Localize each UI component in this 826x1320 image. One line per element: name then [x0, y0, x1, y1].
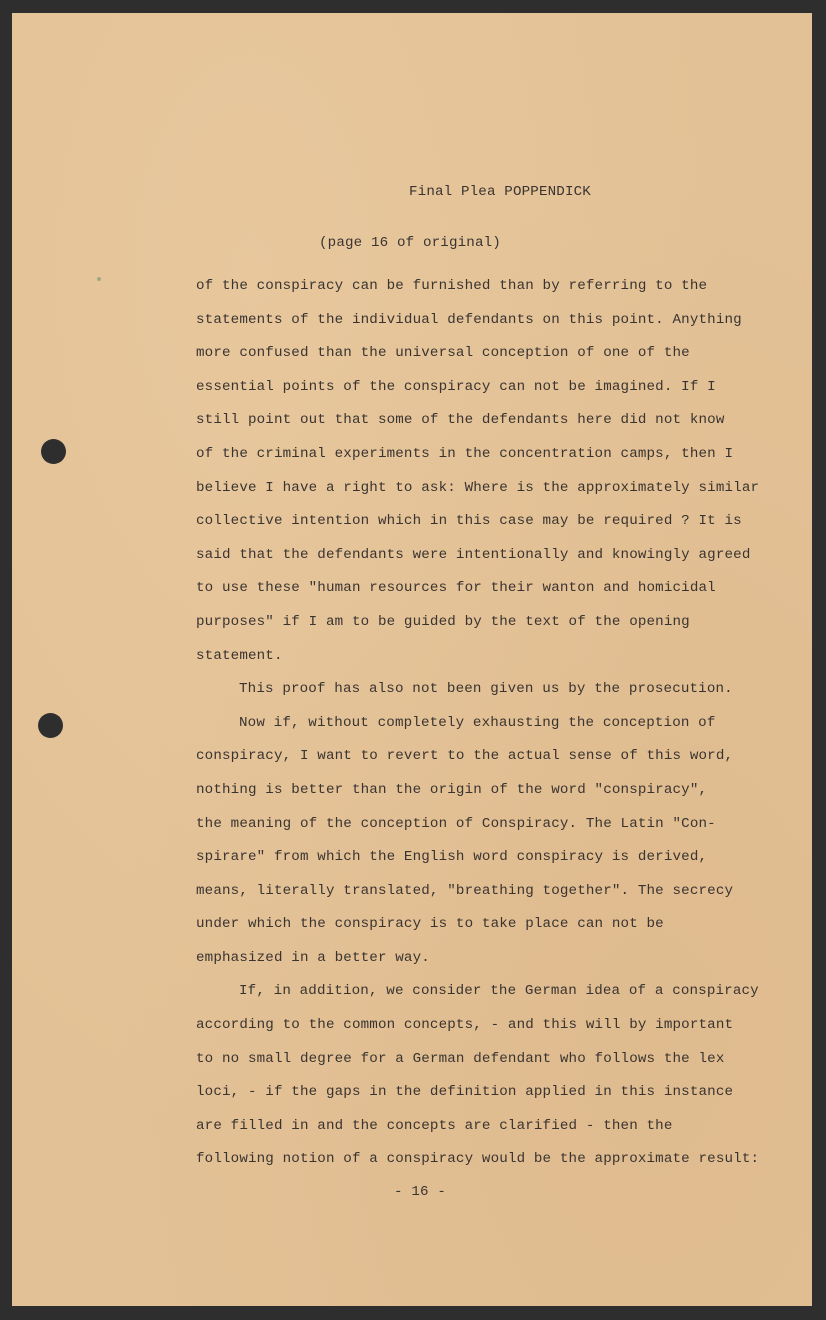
text-line: loci, - if the gaps in the definition applied in this instance [196, 1084, 734, 1101]
text-line: the meaning of the conception of Conspiracy. The Latin "Con- [196, 815, 716, 832]
document-title: Final Plea POPPENDICK [409, 184, 591, 200]
paragraph-start-line: Now if, without completely exhausting the conception of [239, 714, 716, 731]
original-page-reference: (page 16 of original) [319, 235, 501, 251]
text-line: means, literally translated, "breathing together". The secrecy [196, 882, 734, 899]
text-line: nothing is better than the origin of the word "conspiracy", [196, 781, 708, 798]
text-line: more confused than the universal conception of one of the [196, 345, 690, 362]
punch-hole-top [41, 439, 66, 464]
paper-speck [97, 277, 101, 281]
text-line: purposes" if I am to be guided by the text of the opening [196, 613, 690, 630]
text-line: are filled in and the concepts are clarified - then the [196, 1117, 673, 1134]
page-number: - 16 - [394, 1184, 446, 1200]
paragraph-start-line: This proof has also not been given us by the prosecution. [239, 681, 733, 698]
text-line: still point out that some of the defendants here did not know [196, 412, 725, 429]
text-line: conspiracy, I want to revert to the actual sense of this word, [196, 748, 734, 765]
text-line: emphasized in a better way. [196, 949, 430, 966]
document-body [196, 276, 759, 1183]
text-line: to use these "human resources for their wanton and homicidal [196, 580, 716, 597]
text-line: collective intention which in this case may be required ? It is [196, 513, 742, 530]
text-line: statements of the individual defendants on this point. Anything [196, 311, 742, 328]
punch-hole-bottom [38, 713, 63, 738]
text-line: said that the defendants were intentionally and knowingly agreed [196, 546, 751, 563]
text-line: following notion of a conspiracy would be the approximate result: [196, 1151, 760, 1168]
text-line: believe I have a right to ask: Where is the approximately similar [196, 479, 760, 496]
text-line: essential points of the conspiracy can not be imagined. If I [196, 378, 716, 395]
text-line: to no small degree for a German defendant who follows the lex [196, 1050, 725, 1067]
text-line: spirare" from which the English word conspiracy is derived, [196, 849, 708, 866]
paragraph-start-line: If, in addition, we consider the German idea of a conspiracy [239, 983, 759, 1000]
text-line: under which the conspiracy is to take place can not be [196, 916, 664, 933]
text-line: statement. [196, 647, 283, 664]
text-line: according to the common concepts, - and this will by important [196, 1017, 734, 1034]
text-line: of the criminal experiments in the concentration camps, then I [196, 445, 734, 462]
document-page [12, 13, 812, 1306]
text-line: of the conspiracy can be furnished than by referring to the [196, 278, 708, 294]
